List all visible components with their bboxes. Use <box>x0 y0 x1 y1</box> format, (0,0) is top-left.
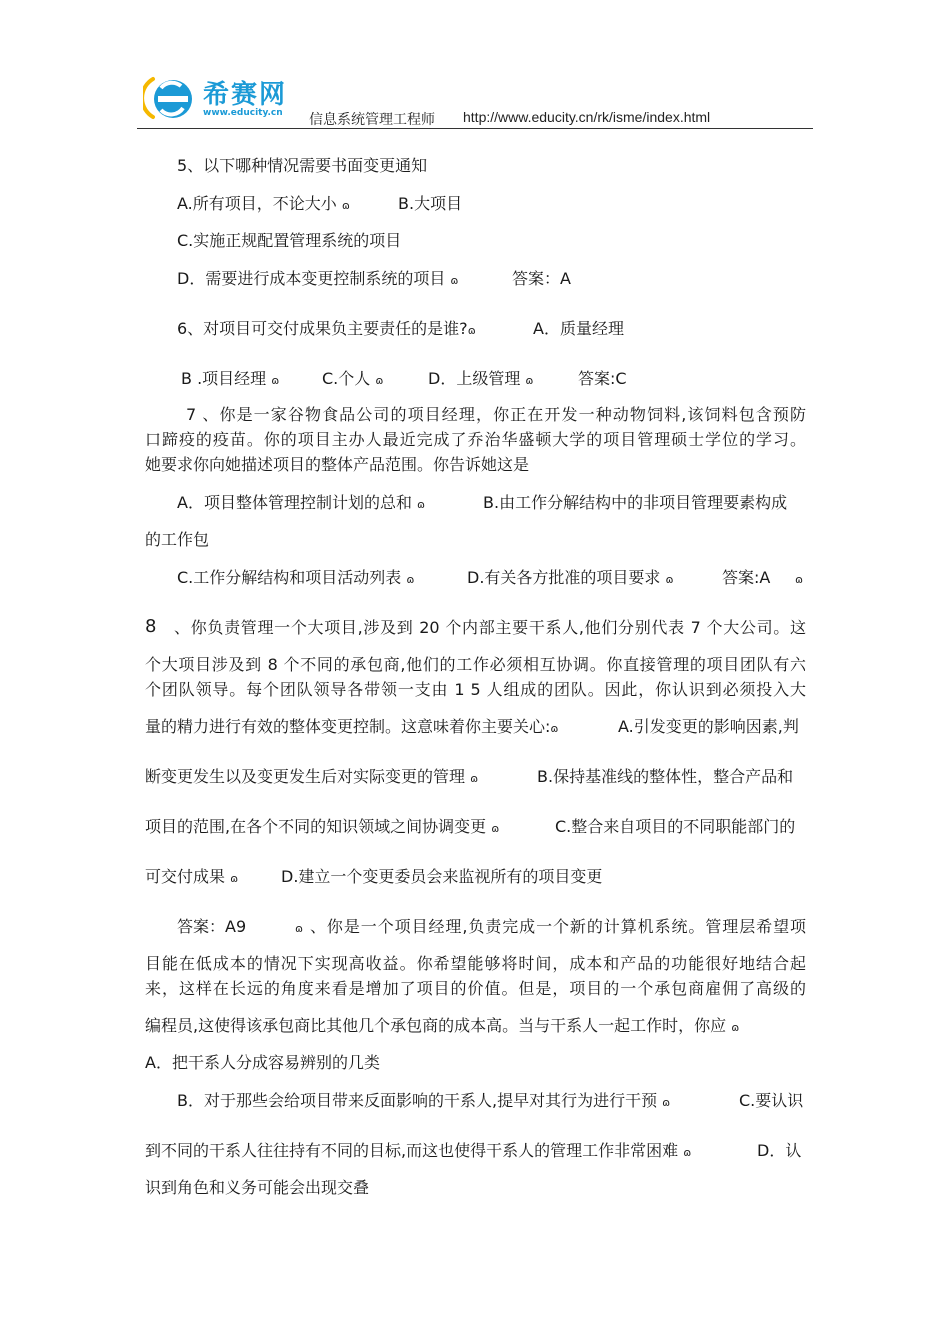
q9-stem-line-2: 目能在低成本的情况下实现高收益。你希望能够将时间，成本和产品的功能很好地结合起 <box>145 954 806 973</box>
paragraph-mark-icon: ɷ <box>662 1096 671 1109</box>
paragraph-mark-icon: ɷ <box>341 199 350 212</box>
q7-answer: 答案:A <box>722 568 771 587</box>
paragraph-mark-icon: ɷ <box>450 274 459 287</box>
q9-stem-line-1: 、你是一个项目经理,负责完成一个新的计算机系统。管理层希望项 <box>310 917 806 936</box>
q8-option-c-line-2: 可交付成果 ɷ <box>145 867 239 886</box>
q8-answer-q9-number: 答案：A9 <box>177 917 247 936</box>
q8-option-a-line-2: 断变更发生以及变更发生后对实际变更的管理 ɷ <box>145 767 479 786</box>
q6-option-a: A．质量经理 <box>533 319 624 338</box>
paragraph-mark-icon: ɷ <box>406 573 415 586</box>
logo-text: 希赛网 <box>203 80 288 110</box>
q5-option-c: C.实施正规配置管理系统的项目 <box>177 231 402 250</box>
paragraph-mark-icon: ɷ <box>491 822 500 835</box>
q5-answer: 答案：A <box>512 269 571 288</box>
q6-option-d: D．上级管理 ɷ <box>428 369 534 388</box>
q6-answer: 答案:C <box>578 369 627 388</box>
paragraph-mark-icon: ɷ <box>550 722 559 735</box>
q8-number: 8 <box>145 616 157 637</box>
q9-option-a: A．把干系人分成容易辨别的几类 <box>145 1053 380 1072</box>
q8-option-b-line-1: B.保持基准线的整体性，整合产品和 <box>537 767 794 786</box>
q8-stem-line-3: 个团队领导。每个团队领导各带领一支由 1 5 人组成的团队。因此，你认识到必须投入大 <box>145 680 806 699</box>
q5-stem: 5、以下哪种情况需要书面变更通知 <box>177 156 428 175</box>
paragraph-mark-icon: ɷ <box>731 1021 740 1034</box>
q7-option-b-line-1: B.由工作分解结构中的非项目管理要素构成 <box>483 493 788 512</box>
q8-option-a-line-1: A.引发变更的影响因素,判 <box>618 717 799 736</box>
q6-option-c: C.个人 ɷ <box>322 369 384 388</box>
q9-stem-line-3: 来，这样在长远的角度来看是增加了项目的价值。但是，项目的一个承包商雇佣了高级的 <box>145 979 806 998</box>
paragraph-mark-icon: ɷ <box>375 374 384 387</box>
paragraph-mark-icon: ɷ <box>795 573 804 586</box>
q6-stem: 6、对项目可交付成果负主要责任的是谁?ɷ <box>177 319 476 338</box>
q9-option-d-line-2: 识到角色和义务可能会出现交叠 <box>145 1178 370 1197</box>
q9-option-c-line-1: C.要认识 <box>739 1091 804 1110</box>
paragraph-mark-icon: ɷ <box>665 573 674 586</box>
header-title: 信息系统管理工程师 <box>309 112 435 128</box>
q7-option-d: D.有关各方批准的项目要求 ɷ <box>467 568 674 587</box>
paragraph-mark-icon: ɷ <box>683 1146 692 1159</box>
q5-option-d: D．需要进行成本变更控制系统的项目 ɷ <box>177 269 459 288</box>
q8-stem-line-2: 个大项目涉及到 8 个不同的承包商,他们的工作必须相互协调。你直接管理的项目团队有六 <box>145 655 806 674</box>
header-divider <box>137 128 813 129</box>
q9-option-c-line-2: 到不同的干系人往往持有不同的目标,而这也使得干系人的管理工作非常困难 ɷ <box>145 1141 692 1160</box>
paragraph-mark-icon: ɷ <box>230 872 239 885</box>
q5-option-b: B.大项目 <box>398 194 463 213</box>
paragraph-mark-icon: ɷ <box>295 922 304 935</box>
q7-option-b-line-2: 的工作包 <box>145 530 210 549</box>
paragraph-mark-icon: ɷ <box>417 498 426 511</box>
q7-option-a: A．项目整体管理控制计划的总和 ɷ <box>177 493 426 512</box>
q7-stem-line-3: 她要求你向她描述项目的整体产品范围。你告诉她这是 <box>145 455 530 474</box>
paragraph-mark-icon: ɷ <box>271 374 280 387</box>
paragraph-mark-icon: ɷ <box>467 324 476 337</box>
q9-option-d-line-1: D．认 <box>757 1141 802 1160</box>
paragraph-mark-icon: ɷ <box>525 374 534 387</box>
q6-option-b: B .项目经理 ɷ <box>181 369 280 388</box>
paragraph-mark-icon: ɷ <box>470 772 479 785</box>
q8-stem-line-1: 、你负责管理一个大项目,涉及到 20 个内部主要干系人,他们分别代表 7 个大公司。这 <box>174 618 806 637</box>
q8-option-c-line-1: C.整合来自项目的不同职能部门的 <box>555 817 796 836</box>
q7-stem-line-2: 口蹄疫的疫苗。你的项目主办人最近完成了乔治华盛顿大学的项目管理硕士学位的学习。 <box>145 430 806 449</box>
q9-option-b: B．对于那些会给项目带来反面影响的干系人,提早对其行为进行干预 ɷ <box>177 1091 671 1110</box>
q9-stem-line-4: 编程员,这使得该承包商比其他几个承包商的成本高。当与干系人一起工作时，你应 ɷ <box>145 1016 740 1035</box>
q7-stem-line-1: 7 、你是一家谷物食品公司的项目经理，你正在开发一种动物饲料,该饲料包含预防 <box>186 405 806 424</box>
educity-logo[interactable] <box>143 72 313 124</box>
q8-stem-line-4: 量的精力进行有效的整体变更控制。这意味着你主要关心:ɷ <box>145 717 559 736</box>
e-logo-icon <box>143 72 199 124</box>
q5-option-a: A.所有项目，不论大小 ɷ <box>177 194 350 213</box>
header-url-link[interactable]: http://www.educity.cn/rk/isme/index.html <box>463 109 711 125</box>
q8-option-b-line-2: 项目的范围,在各个不同的知识领域之间协调变更 ɷ <box>145 817 500 836</box>
logo-url: www.educity.cn <box>203 108 283 118</box>
q8-option-d: D.建立一个变更委员会来监视所有的项目变更 <box>281 867 603 886</box>
q7-option-c: C.工作分解结构和项目活动列表 ɷ <box>177 568 415 587</box>
